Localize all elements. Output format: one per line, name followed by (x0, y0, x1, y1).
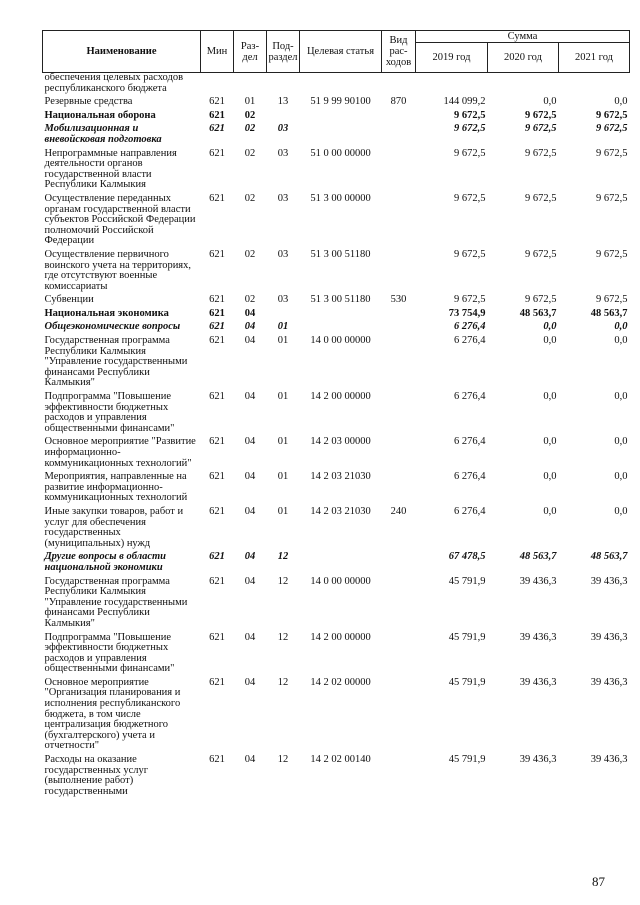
cell-name: Иные закупки товаров, работ и услуг для обеспечения государственных (муниципальных) нужд (44, 505, 184, 549)
cell-podrazdel: 12 (277, 631, 289, 643)
cell-target-article: 14 2 02 00140 (310, 754, 371, 766)
table-body (43, 73, 630, 798)
cell-expense-type (382, 630, 416, 675)
table-row (43, 549, 630, 573)
cell-sum-2021 (559, 73, 630, 95)
cell-sum-2019: 73 754,9 (448, 307, 486, 319)
cell-expense-type (382, 389, 416, 434)
cell-sum-2019: 45 791,9 (448, 676, 486, 688)
table-row (43, 191, 630, 247)
cell-razdel: 02 (244, 192, 256, 204)
cell-sum-2021: 39 436,3 (590, 676, 628, 688)
cell-min: 621 (209, 436, 225, 448)
cell-sum-2019: 6 276,4 (454, 321, 486, 333)
cell-sum-2019: 45 791,9 (448, 631, 486, 643)
cell-target-article: 14 0 00 00000 (310, 335, 371, 347)
cell-expense-type: 870 (390, 96, 407, 108)
cell-sum-2019 (416, 73, 488, 95)
cell-name: Основное мероприятие "Организация планирования и исполнения республиканского бюджета, в том числе централизация бюджетного (бухгалтерского) учета и отчетности" (44, 676, 181, 752)
cell-podrazdel (267, 306, 300, 320)
cell-razdel: 02 (244, 248, 256, 260)
cell-name: Мероприятия, направленные на развитие информационно-коммуникационных технологий (44, 471, 188, 504)
cell-podrazdel: 01 (277, 505, 289, 517)
cell-name: Общеэкономические вопросы (44, 321, 181, 333)
cell-min: 621 (209, 676, 225, 688)
table-row (43, 389, 630, 434)
cell-sum-2020: 9 672,5 (525, 192, 557, 204)
cell-expense-type (382, 121, 416, 145)
cell-sum-2020: 9 672,5 (525, 109, 557, 121)
cell-razdel: 02 (244, 147, 256, 159)
cell-name: Субвенции (44, 294, 94, 306)
cell-razdel: 04 (244, 321, 256, 333)
table-row (43, 121, 630, 145)
cell-razdel: 02 (244, 294, 256, 306)
table-row (43, 675, 630, 752)
cell-razdel: 04 (244, 754, 256, 766)
cell-sum-2021: 39 436,3 (590, 575, 628, 587)
cell-podrazdel: 12 (277, 676, 289, 688)
cell-sum-2020: 39 436,3 (519, 676, 557, 688)
cell-target-article: 51 3 00 51180 (310, 294, 371, 306)
header-sum: Сумма (416, 31, 630, 43)
cell-razdel: 04 (244, 575, 256, 587)
cell-razdel: 01 (244, 96, 256, 108)
cell-sum-2019: 6 276,4 (454, 436, 486, 448)
cell-sum-2019: 6 276,4 (454, 505, 486, 517)
table-row (43, 73, 630, 95)
table-row (43, 247, 630, 292)
cell-sum-2019: 9 672,5 (454, 294, 486, 306)
cell-min: 621 (209, 551, 225, 563)
cell-sum-2021: 9 672,5 (596, 294, 628, 306)
cell-target-article: 51 3 00 00000 (310, 192, 371, 204)
cell-name: Национальная экономика (44, 307, 169, 319)
cell-name: Национальная оборона (44, 109, 156, 121)
table-row (43, 434, 630, 469)
cell-expense-type (382, 574, 416, 630)
cell-podrazdel: 03 (277, 192, 289, 204)
header-min: Мин (201, 31, 234, 73)
cell-min (201, 73, 234, 95)
cell-min: 621 (209, 96, 225, 108)
cell-razdel: 04 (244, 505, 256, 517)
cell-podrazdel: 12 (277, 754, 289, 766)
table-row (43, 333, 630, 389)
cell-razdel: 02 (244, 109, 256, 121)
cell-min: 621 (209, 192, 225, 204)
cell-sum-2019: 67 478,5 (448, 551, 486, 563)
cell-name: Осуществление переданных органам государственной власти субъектов Российской Федерации полномочий Российской Федерации (44, 192, 196, 247)
table-row (43, 469, 630, 504)
cell-sum-2020: 0,0 (543, 471, 557, 483)
cell-min: 621 (209, 123, 225, 135)
table-row (43, 146, 630, 191)
cell-target-article (300, 121, 382, 145)
cell-name: Осуществление первичного воинского учета на территориях, где отсутствуют военные комиссариаты (44, 248, 192, 292)
cell-sum-2021: 0,0 (614, 505, 628, 517)
cell-target-article (300, 108, 382, 122)
cell-sum-2020: 9 672,5 (525, 248, 557, 260)
header-expense-type: Вид рас-ходов (382, 31, 416, 73)
cell-name: Другие вопросы в области национальной экономики (44, 551, 167, 573)
cell-sum-2020: 0,0 (543, 335, 557, 347)
cell-name: Подпрограмма "Повышение эффективности бюджетных расходов и управления общественными финансами" (44, 631, 175, 675)
cell-sum-2020: 48 563,7 (519, 551, 557, 563)
cell-min: 621 (209, 575, 225, 587)
cell-sum-2019: 45 791,9 (448, 575, 486, 587)
cell-podrazdel: 01 (277, 321, 289, 333)
page-number: 87 (592, 874, 605, 889)
cell-podrazdel: 03 (277, 294, 289, 306)
cell-expense-type (382, 333, 416, 389)
cell-sum-2019: 6 276,4 (454, 471, 486, 483)
cell-expense-type (382, 469, 416, 504)
cell-target-article: 14 2 00 00000 (310, 391, 371, 403)
cell-target-article: 51 9 99 90100 (310, 96, 371, 108)
cell-target-article: 51 3 00 51180 (310, 248, 371, 260)
cell-podrazdel: 01 (277, 391, 289, 403)
cell-sum-2021: 9 672,5 (596, 248, 628, 260)
table-row (43, 574, 630, 630)
cell-target-article (300, 319, 382, 333)
cell-sum-2019: 9 672,5 (454, 123, 486, 135)
cell-expense-type (382, 319, 416, 333)
cell-sum-2021: 0,0 (614, 391, 628, 403)
cell-sum-2019: 9 672,5 (454, 109, 486, 121)
cell-razdel: 04 (244, 436, 256, 448)
cell-min: 621 (209, 109, 225, 121)
cell-min: 621 (209, 321, 225, 333)
cell-razdel (234, 73, 267, 95)
cell-sum-2021: 9 672,5 (596, 147, 628, 159)
cell-min: 621 (209, 391, 225, 403)
budget-table-sheet (42, 30, 629, 797)
cell-sum-2019: 144 099,2 (443, 96, 486, 108)
cell-name: Непрограммные направления деятельности органов государственной власти Республики Калмыкия (44, 147, 177, 191)
cell-sum-2019: 6 276,4 (454, 391, 486, 403)
cell-min: 621 (209, 471, 225, 483)
cell-name: Мобилизационная и вневойсковая подготовка (44, 123, 162, 145)
cell-sum-2019: 9 672,5 (454, 192, 486, 204)
cell-sum-2020: 39 436,3 (519, 631, 557, 643)
cell-expense-type (382, 191, 416, 247)
cell-target-article (300, 73, 382, 95)
cell-podrazdel (267, 108, 300, 122)
cell-razdel: 04 (244, 471, 256, 483)
cell-min: 621 (209, 754, 225, 766)
cell-expense-type (382, 146, 416, 191)
cell-sum-2021: 0,0 (614, 321, 628, 333)
cell-sum-2021: 9 672,5 (596, 123, 628, 135)
cell-min: 621 (209, 505, 225, 517)
cell-sum-2020: 0,0 (543, 436, 557, 448)
cell-name: Государственная программа Республики Калмыкия "Управление государственными финансами Республики Калмыкия" (44, 575, 188, 629)
table-header (43, 31, 630, 73)
cell-podrazdel: 12 (277, 551, 289, 563)
cell-sum-2020: 0,0 (543, 505, 557, 517)
header-name: Наименование (43, 31, 201, 73)
cell-expense-type: 530 (390, 294, 407, 306)
cell-sum-2019: 45 791,9 (448, 754, 486, 766)
cell-min: 621 (209, 248, 225, 260)
cell-name: Расходы на оказание государственных услуг (выполнение работ) государственными (44, 754, 149, 797)
cell-sum-2021: 0,0 (614, 96, 628, 108)
cell-min: 621 (209, 631, 225, 643)
cell-razdel: 04 (244, 335, 256, 347)
cell-expense-type (382, 73, 416, 95)
cell-target-article: 14 2 02 00000 (310, 676, 371, 688)
cell-podrazdel: 03 (277, 248, 289, 260)
cell-name: Подпрограмма "Повышение эффективности бюджетных расходов и управления общественными финансами" (44, 391, 175, 434)
cell-sum-2020: 39 436,3 (519, 754, 557, 766)
table-row (43, 306, 630, 320)
cell-sum-2021: 48 563,7 (590, 307, 628, 319)
cell-sum-2019: 6 276,4 (454, 335, 486, 347)
cell-sum-2021: 9 672,5 (596, 192, 628, 204)
cell-min: 621 (209, 307, 225, 319)
cell-min: 621 (209, 335, 225, 347)
header-podrazdel: Под-раздел (267, 31, 300, 73)
cell-sum-2021: 39 436,3 (590, 754, 628, 766)
cell-sum-2021: 48 563,7 (590, 551, 628, 563)
cell-podrazdel: 01 (277, 436, 289, 448)
cell-min: 621 (209, 294, 225, 306)
cell-target-article: 14 2 03 21030 (310, 471, 371, 483)
cell-podrazdel: 03 (277, 123, 289, 135)
cell-razdel: 04 (244, 551, 256, 563)
cell-target-article (300, 549, 382, 573)
cell-razdel: 04 (244, 676, 256, 688)
cell-podrazdel: 01 (277, 471, 289, 483)
table-row (43, 504, 630, 549)
cell-expense-type (382, 434, 416, 469)
header-razdel: Раз-дел (234, 31, 267, 73)
cell-sum-2020: 9 672,5 (525, 147, 557, 159)
cell-expense-type (382, 752, 416, 797)
cell-expense-type (382, 306, 416, 320)
cell-podrazdel: 03 (277, 147, 289, 159)
cell-target-article: 14 2 00 00000 (310, 631, 371, 643)
cell-expense-type (382, 549, 416, 573)
cell-podrazdel: 12 (277, 575, 289, 587)
cell-target-article: 51 0 00 00000 (310, 147, 371, 159)
cell-sum-2020: 48 563,7 (519, 307, 557, 319)
cell-razdel: 04 (244, 631, 256, 643)
cell-sum-2021: 39 436,3 (590, 631, 628, 643)
cell-sum-2020: 0,0 (543, 321, 557, 333)
table-row (43, 319, 630, 333)
cell-podrazdel: 01 (277, 335, 289, 347)
cell-expense-type (382, 108, 416, 122)
cell-razdel: 04 (244, 307, 256, 319)
cell-sum-2021: 0,0 (614, 471, 628, 483)
cell-razdel: 02 (244, 123, 256, 135)
cell-expense-type: 240 (390, 505, 407, 517)
cell-sum-2020: 0,0 (543, 96, 557, 108)
cell-sum-2019: 9 672,5 (454, 248, 486, 260)
cell-name: Резервные средства (44, 96, 133, 108)
cell-podrazdel (267, 73, 300, 95)
header-year-2020: 2020 год (488, 43, 559, 73)
table-row (43, 630, 630, 675)
cell-sum-2021: 9 672,5 (596, 109, 628, 121)
cell-target-article: 14 2 03 21030 (310, 505, 371, 517)
table-row (43, 94, 630, 108)
cell-sum-2020 (488, 73, 559, 95)
cell-sum-2021: 0,0 (614, 436, 628, 448)
cell-sum-2020: 39 436,3 (519, 575, 557, 587)
cell-name: обеспечения целевых расходов республиканского бюджета (44, 72, 184, 94)
cell-target-article: 14 0 00 00000 (310, 575, 371, 587)
cell-podrazdel: 13 (277, 96, 289, 108)
cell-target-article: 14 2 03 00000 (310, 436, 371, 448)
cell-sum-2021: 0,0 (614, 335, 628, 347)
header-target-article: Целевая статья (300, 31, 382, 73)
cell-target-article (300, 306, 382, 320)
header-year-2021: 2021 год (559, 43, 630, 73)
cell-name: Основное мероприятие "Развитие информационно-коммуникационных технологий" (44, 436, 196, 469)
cell-sum-2020: 0,0 (543, 391, 557, 403)
cell-min: 621 (209, 147, 225, 159)
cell-razdel: 04 (244, 391, 256, 403)
cell-sum-2020: 9 672,5 (525, 123, 557, 135)
table-row (43, 108, 630, 122)
table-row (43, 292, 630, 306)
cell-sum-2019: 9 672,5 (454, 147, 486, 159)
budget-table (42, 30, 630, 797)
cell-sum-2020: 9 672,5 (525, 294, 557, 306)
header-year-2019: 2019 год (416, 43, 488, 73)
table-row (43, 752, 630, 797)
cell-expense-type (382, 247, 416, 292)
cell-name: Государственная программа Республики Калмыкия "Управление государственными финансами Республики Калмыкия" (44, 335, 188, 389)
cell-expense-type (382, 675, 416, 752)
